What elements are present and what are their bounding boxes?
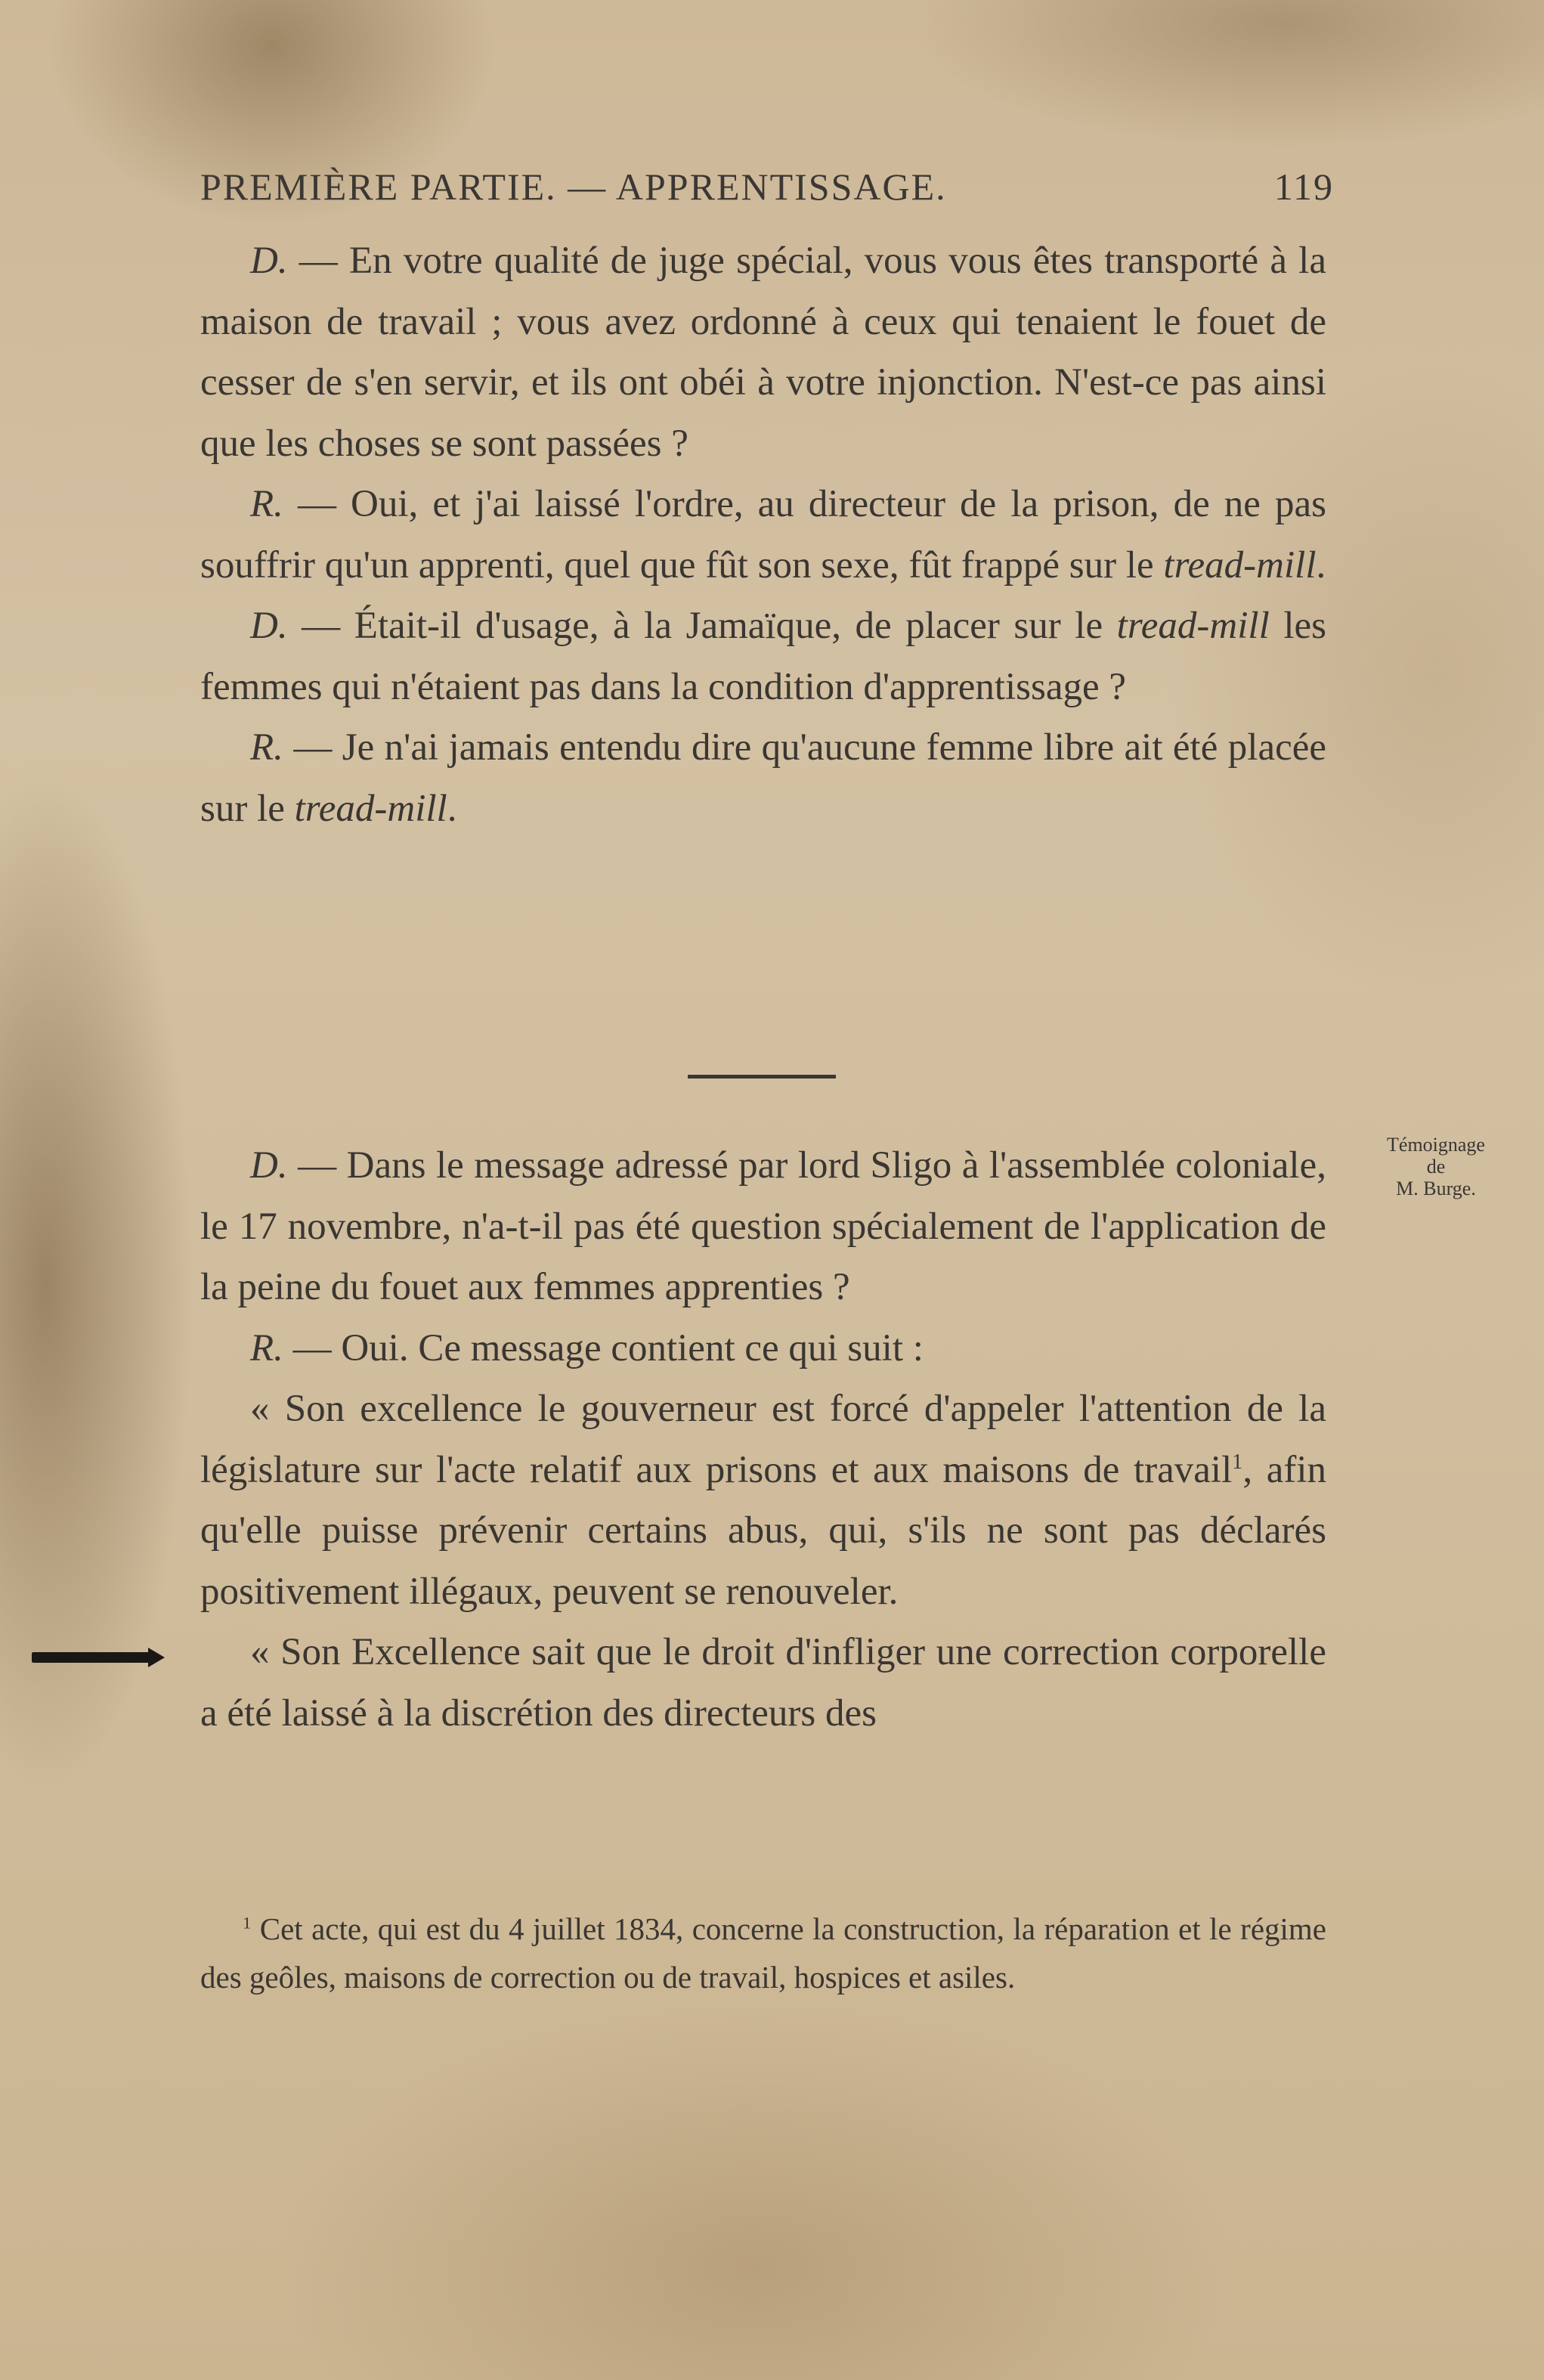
paragraph-text: — Oui. Ce message contient ce qui suit : <box>283 1326 924 1370</box>
speaker-label: R. <box>250 1326 283 1370</box>
question-paragraph <box>200 596 1326 717</box>
answer-paragraph <box>200 717 1326 839</box>
paragraph-text: les femmes qui n'étaient pas dans la condition d'apprentissage ? <box>200 605 1326 708</box>
section-divider <box>688 1075 836 1079</box>
paragraph-text: — En votre qualité de juge spécial, vous vous êtes transporté à la maison de travail ; vous avez ordonné à ceux qui tenaient le fouet de cesser de s'en servir, et ils ont obéi à votre injonction. N'est-ce pas ainsi que les choses se sont passées ? <box>200 240 1326 465</box>
margin-note-line: M. Burge. <box>1396 1178 1476 1199</box>
speaker-label: D. <box>250 240 288 282</box>
margin-note <box>1360 1134 1512 1199</box>
quoted-paragraph <box>200 1379 1326 1622</box>
paragraph-tail: . <box>1316 543 1326 586</box>
paragraph-tail: . <box>447 787 457 830</box>
italic-term: tread-mill <box>1116 605 1270 647</box>
margin-pointer-mark <box>32 1652 154 1663</box>
paragraph-text: « Son Excellence sait que le droit d'infliger une correction corporelle a été laissé à la discrétion des directeurs des <box>200 1631 1326 1735</box>
margin-note-line: de <box>1426 1156 1446 1178</box>
speaker-label: D. <box>250 1144 288 1187</box>
answer-paragraph <box>200 1318 1326 1379</box>
dialogue-block-1 <box>200 231 1326 839</box>
paragraph-text: — Je n'ai jamais entendu dire qu'aucune femme libre ait été placée sur le <box>200 726 1326 830</box>
paragraph-text: — Dans le message adressé par lord Sligo à l'assemblée coloniale, le 17 novembre, n'a-t-il pas été question spécialement de l'application de la peine du fouet aux femmes apprenties ? <box>200 1144 1326 1308</box>
paragraph-text: « Son excellence le gouverneur est forcé d'appeler l'attention de la législature sur l'acte relatif aux prisons et aux maisons de travail <box>200 1388 1326 1491</box>
footnote-reference: 1 <box>1232 1450 1243 1474</box>
dialogue-block-2 <box>200 1135 1326 1744</box>
paragraph-text: — Oui, et j'ai laissé l'ordre, au directeur de la prison, de ne pas souffrir qu'un apprenti, quel que fût son sexe, fût frappé sur le <box>200 483 1326 586</box>
speaker-label: R. <box>250 726 283 769</box>
quoted-paragraph <box>200 1622 1326 1744</box>
margin-note-line: Témoignage <box>1387 1134 1485 1156</box>
footnote-text: Cet acte, qui est du 4 juillet 1834, concerne la construction, la réparation et le régime des geôles, maisons de correction ou de travail, hospices et asiles. <box>200 1911 1326 1995</box>
answer-paragraph <box>200 474 1326 596</box>
italic-term: tread-mill <box>1163 543 1317 586</box>
running-head <box>200 165 1334 209</box>
footnote <box>200 1905 1326 2001</box>
italic-term: tread-mill <box>294 787 447 830</box>
running-head-title: PREMIÈRE PARTIE. — APPRENTISSAGE. <box>200 166 947 208</box>
paragraph-text: — Était-il d'usage, à la Jamaïque, de placer sur le <box>287 605 1117 647</box>
speaker-label: D. <box>250 605 288 647</box>
paragraph-text: , afin qu'elle puisse prévenir certains abus, qui, s'ils ne sont pas déclarés positivement illégaux, peuvent se renouveler. <box>200 1448 1326 1613</box>
page-number: 119 <box>1273 166 1334 208</box>
footnotes <box>200 1905 1326 2001</box>
speaker-label: R. <box>250 483 283 525</box>
question-paragraph <box>200 1135 1326 1318</box>
footnote-number: 1 <box>243 1913 252 1933</box>
question-paragraph <box>200 231 1326 474</box>
